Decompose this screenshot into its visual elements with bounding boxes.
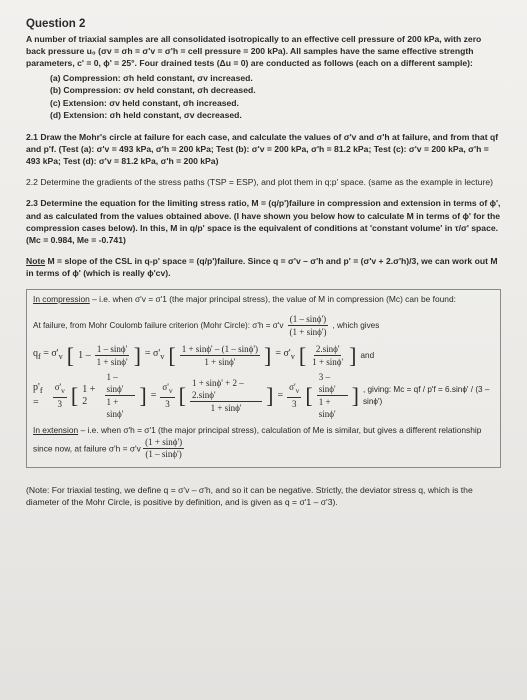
giving-text: , giving: Mc = qf / p'f = 6.sinϕ' / (3 – sinϕ') (362, 384, 490, 406)
footnote: (Note: For triaxial testing, we define q = σ'v – σ'h, and so it can be negative. Strictly, the deviator stress q, which is the diameter of the Mohr Circle, is positive by definition, and is given as q = σ'1 – σ'3). (26, 485, 473, 508)
case-list (26, 72, 501, 122)
p-failure-equation: $p'_f$ = $\frac{\sigma'_v}{3}$ [ 1 + 2 $\frac{1 - \sin\phi'}{1 + \sin\phi'}$ ] = $\frac{\sigma'_v}{3}$ [ $\frac{1 + \sin\phi' + 2 - 2.\sin\phi'}{1 + \sin\phi'}$ ] = $\frac{\sigma'_v}{3}$ [ $\frac{3 - \sin\phi'}{1 + \sin\phi'}$ ] , giving: Mc = qf / p'f = 6.sinϕ' / (3 – sinϕ') (33, 371, 494, 420)
case-b: (b) Compression: σv held constant, σh decreased. (50, 85, 256, 96)
question-2-3: 2.3 Determine the equation for the limiting stress ratio, M = (q/p')failure in compression and extension in terms of ϕ', and as calculated from the values obtained above. (I have shown you below how to calculate M in terms of ϕ' for the compression cases below). In this, M in q/p' space is the equivalent of conditions at 'constant volume' in τ/σ' space. (Mc = 0.984, Me = -0.741) (26, 198, 501, 246)
note-paragraph (26, 255, 501, 279)
mohr-fraction (288, 313, 329, 338)
derivation-box (26, 289, 501, 468)
mohr-numerator: (1 – sinϕ') (289, 314, 327, 325)
extension-numerator: (1 + sinϕ') (143, 437, 184, 450)
and-text: and (360, 350, 375, 360)
question-2-1: 2.1 Draw the Mohr's circle at failure for each case, and calculate the values of σ'v and σ'h at failure, and from that qf and p'f. (Test (a): σ'v = 493 kPa, σ'h = 200 kPa; Test (b): σ'v = 200 kPa, σ'h = 81.2 kPa; Test (c): σ'v = 200 kPa, σ'h = 493 kPa; Test (d): σ'v = 81.2 kPa, σ'h = 200 kPa) (26, 131, 499, 167)
case-c: (c) Extension: σv held constant, σh increased. (50, 97, 239, 108)
extension-label: In extension (33, 425, 79, 436)
note-text: M = slope of the CSL in q-p' space = (q/p')failure. Since q = σ'v – σ'h and p' = (σ'v + 2.σ'h)/3, we can work out M in terms of ϕ' (which is really ϕ'cv). (26, 256, 498, 279)
question-2-2: 2.2 Determine the gradients of the stress paths (TSP = ESP), and plot them in q:p' space. (same as the example in lecture) (26, 177, 493, 188)
compression-label: In compression (33, 293, 90, 304)
case-a: (a) Compression: σh held constant, σv increased. (50, 72, 253, 83)
mohr-equation (33, 313, 494, 338)
note-label: Note (26, 256, 46, 267)
compression-text: – i.e. when σ'v = σ'1 (the major principal stress), the value of M in compression (Mc) can be found: (89, 293, 456, 304)
which-gives-text: , which gives (332, 320, 380, 330)
q-failure-equation: $q_f = \sigma'_v$ [ 1 – $\frac{1 - \sin\phi'}{1 + \sin\phi'}$ ] = $\sigma'_v$ [ $\frac{1 + \sin\phi' - (1 - \sin\phi')}{1 + \sin\phi'}$ ] = $\sigma'_v$ [ $\frac{2.\sin\phi'}{1 + \sin\phi'}$ ] and (33, 342, 375, 368)
extension-text: – i.e. when σ'h = σ'1 (the major principal stress), calculation of Me is similar, but gives a different relationship since now, at failure σ'h = σ'v (33, 425, 482, 454)
question-title: Question 2 (26, 18, 86, 30)
mohr-denominator: (1 + sinϕ') (289, 327, 327, 338)
mohr-equation-text: At failure, from Mohr Coulomb failure criterion (Mohr Circle): σ'h = σ'v (33, 320, 284, 330)
intro-paragraph: A number of triaxial samples are all consolidated isotropically to an effective cell pressure of 200 kPa, with zero back pressure u₀ (σv = σh = σ'v = σ'h = cell pressure = 200 kPa). All samples have the same effective strength parameters, c' = 0, ϕ' = 25°. Four drained tests (Δu = 0) are conducted as follows (each on a different sample): (26, 34, 482, 69)
case-d: (d) Extension: σh held constant, σv decreased. (50, 110, 242, 121)
extension-fraction (143, 437, 184, 461)
extension-denominator: (1 – sinϕ') (145, 449, 182, 460)
